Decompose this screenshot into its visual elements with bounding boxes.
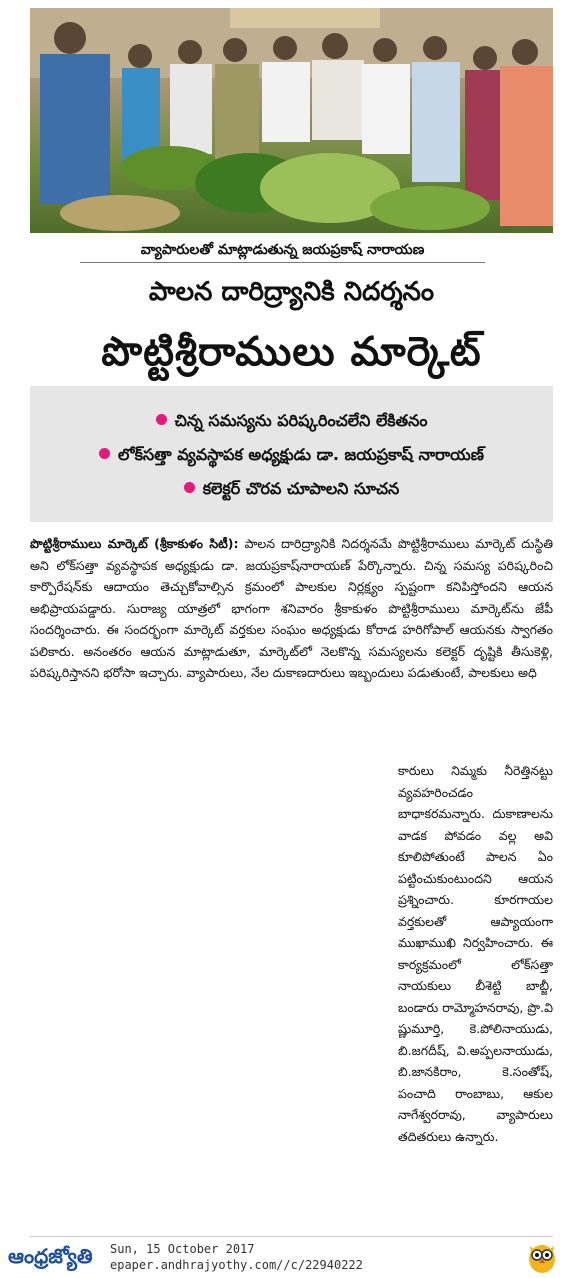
- deck-item: [30, 474, 553, 504]
- edition-date: Sun, 15 October 2017: [110, 1242, 255, 1256]
- news-photo: [30, 8, 553, 233]
- market-scene-illustration: [30, 8, 553, 233]
- headline-line-1: పాలన దారిద్ర్యానికి నిదర్శనం: [148, 277, 435, 307]
- footer-meta: [110, 1241, 363, 1273]
- article-paragraph-1: పాలన దారిద్ర్యానికి నిదర్శనమే పొట్టిశ్రీరాములు మార్కెట్ దుస్థితి అని లోక్‌సత్తా వ్యవస్థాపక అధ్యక్షుడు డా. జయప్రకాష్‌నారాయణ్ పేర్కొన్నారు. చిన్న సమస్య పరిష్కరించి కార్పొరేషన్‌కు ఆదాయం తెచ్చుకోవాల్సిన క్రమంలో పాలకుల నిర్లక్ష్యం స్పష్టంగా కనిపిస్తోందని ఆయన అభిప్రాయపడ్డారు. సురాజ్య యాత్రలో భాగంగా శనివారం శ్రీకాకుళం పొట్టిశ్రీరాములు మార్కెట్‌ను జేపీ సందర్శించారు. ఈ సందర్భంగా మార్కెట్ వర్తకుల సంఘం అధ్యక్షుడు కోరాడ హరిగోపాల్ ఆయనకు స్వాగతం పలికారు. అనంతరం ఆయన మాట్లాడుతూ, మార్కెట్‌లో నెలకొన్న సమస్యలను కలెక్టర్ దృష్టికి తీసుకెళ్లి, పరిష్కరిస్తానని భరోసా ఇచ్చారు. వ్యాపారులు, నేల దుకాణదారులు ఇబ్బందులు పడుతుంటే, పాలకులు అధి: [30, 536, 554, 680]
- deck-item-text: కలెక్టర్ చొరవ చూపాలని సూచన: [202, 479, 400, 498]
- deck-item: [30, 440, 553, 470]
- deck-item-text: లోక్‌సత్తా వ్యవస్థాపక అధ్యక్షుడు డా. జయప్రకాష్ నారాయణ్: [118, 445, 484, 464]
- deck-highlights: [30, 386, 553, 522]
- bullet-icon: [184, 482, 195, 493]
- article-body-column: కారులు నిమ్మకు నీరెత్తినట్టు వ్యవహరించడం బాధాకరమన్నారు. దుకాణాలను వాడక పోవడం వల్ల అవి కూలిపోతుంటే పాలన ఏం పట్టించుకుంటుందని ఆయన ప్రశ్నించారు. కూరగాయల వర్తకులతో ఆప్యాయంగా ముఖాముఖి నిర్వహించారు. ఈ కార్యక్రమంలో లోక్‌సత్తా నాయకులు బీశెట్టి బాబ్జీ, బండారు రామ్మోహనరావు, ప్రొ.వి ష్ణుమూర్తి, కె.పోలినాయుడు, బి.జగదీష్, వి.అప్పలనాయుడు, బి.జానకిరాం, కె.సంతోష్, పంచాది రాంబాబు, ఆకుల నాగేశ్వరరావు, వ్యాపారులు తదితరులు ఉన్నారు.: [398, 763, 553, 1144]
- article-body-top: [30, 533, 553, 684]
- deck-item-text: చిన్న సమస్యను పరిష్కరించలేని లేకితనం: [174, 411, 428, 430]
- deck-item: [30, 406, 553, 436]
- epaper-url[interactable]: epaper.andhrajyothy.com//c/22940222: [110, 1258, 363, 1272]
- owl-icon: [527, 1240, 557, 1274]
- bullet-icon: [99, 448, 110, 459]
- headline-line-2: పొట్టిశ్రీరాములు మార్కెట్: [101, 329, 482, 375]
- footer-divider: [30, 1236, 553, 1237]
- newspaper-logo: ఆంధ్రజ్యోతి: [8, 1244, 93, 1268]
- bullet-icon: [156, 414, 167, 425]
- photo-caption: వ్యాపారులతో మాట్లాడుతున్న జయప్రకాష్ నారాయణ: [80, 240, 485, 263]
- dateline: పొట్టిశ్రీరాములు మార్కెట్ (శ్రీకాకుళం సిటీ):: [30, 536, 239, 551]
